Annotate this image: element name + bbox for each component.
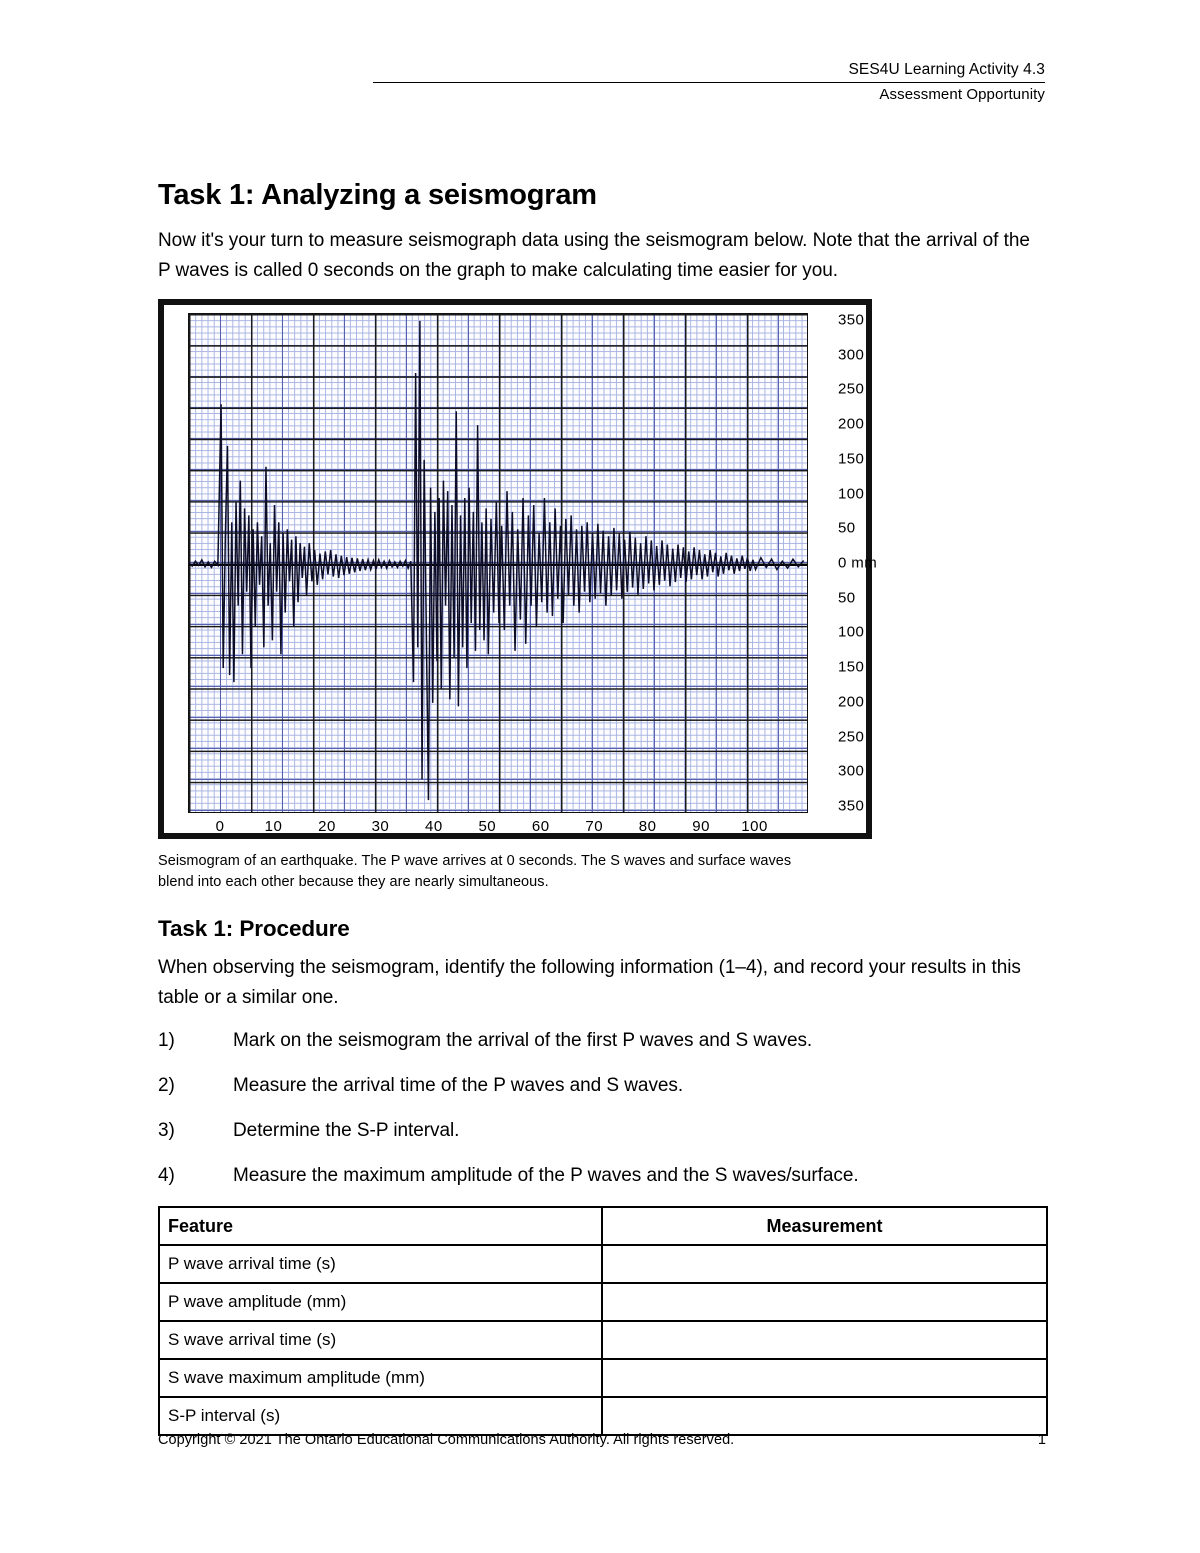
table-row [159, 1283, 1047, 1321]
procedure-step [158, 1116, 1046, 1145]
seismogram-plot [188, 311, 878, 835]
y-axis-tick: 350 [838, 311, 865, 329]
cell-measurement-input[interactable] [602, 1397, 1047, 1435]
y-axis-tick: 300 [838, 346, 865, 364]
x-axis-tick: 10 [264, 818, 283, 835]
table-row [159, 1359, 1047, 1397]
cell-feature: P wave amplitude (mm) [159, 1283, 602, 1321]
seismogram-trace [189, 314, 808, 813]
page-header [373, 60, 1045, 105]
y-axis-tick: 200 [838, 693, 865, 711]
cell-measurement-input[interactable] [602, 1245, 1047, 1283]
procedure-title: Task 1: Procedure [158, 916, 350, 941]
y-axis-tick: 250 [838, 380, 865, 398]
seismogram-figure [158, 299, 1046, 893]
page-title: Task 1: Analyzing a seismogram [158, 179, 597, 211]
step-marker: 3) [158, 1120, 175, 1141]
y-axis-tick: 100 [838, 623, 865, 641]
procedure-step [158, 1026, 1046, 1055]
procedure-step-list [158, 1026, 1046, 1190]
y-axis-tick: 50 [838, 519, 856, 537]
cell-measurement-input[interactable] [602, 1321, 1047, 1359]
x-axis-tick: 20 [318, 818, 336, 835]
y-axis-tick: 0 mm [838, 554, 878, 572]
x-axis-tick: 100 [741, 818, 768, 835]
cell-feature: P wave arrival time (s) [159, 1245, 602, 1283]
y-axis-labels [838, 313, 894, 813]
step-text: Measure the maximum amplitude of the P waves and the S waves/surface. [233, 1165, 859, 1186]
x-axis-labels [188, 819, 808, 841]
measurement-table [158, 1206, 1048, 1436]
seismogram-grid-area [188, 313, 808, 813]
cell-measurement-input[interactable] [602, 1283, 1047, 1321]
x-axis-tick: 40 [425, 818, 443, 835]
step-marker: 4) [158, 1165, 175, 1186]
step-marker: 1) [158, 1030, 175, 1051]
cell-feature: S-P interval (s) [159, 1397, 602, 1435]
figure-caption: Seismogram of an earthquake. The P wave arrives at 0 seconds. The S waves and surface waves blend into each other because they are nearly simultaneous. [158, 853, 792, 890]
header-title: SES4U Learning Activity 4.3 [848, 61, 1045, 78]
cell-feature: S wave maximum amplitude (mm) [159, 1359, 602, 1397]
cell-feature: S wave arrival time (s) [159, 1321, 602, 1359]
y-axis-tick: 200 [838, 415, 865, 433]
y-axis-tick: 50 [838, 589, 856, 607]
y-axis-tick: 100 [838, 485, 865, 503]
table-row [159, 1397, 1047, 1435]
procedure-step [158, 1161, 1046, 1190]
page-number: 1 [1037, 1432, 1046, 1448]
y-axis-tick: 250 [838, 728, 865, 746]
step-text: Measure the arrival time of the P waves and S waves. [233, 1075, 684, 1096]
x-axis-tick: 90 [692, 818, 710, 835]
procedure-intro: When observing the seismogram, identify the following information (1–4), and record your results in this table or a similar one. [158, 957, 1021, 1008]
header-subtitle: Assessment Opportunity [879, 86, 1045, 103]
y-axis-tick: 150 [838, 658, 865, 676]
x-axis-tick: 80 [638, 818, 657, 835]
x-axis-tick: 60 [531, 818, 550, 835]
table-row [159, 1321, 1047, 1359]
table-header-row [159, 1207, 1047, 1245]
step-marker: 2) [158, 1075, 175, 1096]
x-axis-tick: 0 [215, 818, 225, 835]
cell-measurement-input[interactable] [602, 1359, 1047, 1397]
column-header-feature: Feature [159, 1207, 602, 1245]
x-axis-tick: 50 [478, 818, 497, 835]
copyright-notice: Copyright © 2021 The Ontario Educational Communications Authority. All rights reserved. [158, 1432, 735, 1448]
column-header-measurement: Measurement [602, 1207, 1047, 1245]
task-intro-paragraph: Now it's your turn to measure seismograph data using the seismogram below. Note that the arrival of the P waves is called 0 seconds on the graph to make calculating time easier for you. [158, 230, 1030, 281]
y-axis-tick: 350 [838, 797, 865, 815]
seismogram-frame [158, 299, 878, 839]
step-text: Determine the S-P interval. [233, 1120, 460, 1141]
procedure-step [158, 1071, 1046, 1100]
page-footer [158, 1432, 1046, 1448]
x-axis-tick: 70 [585, 818, 604, 835]
table-row [159, 1245, 1047, 1283]
header-divider [373, 82, 1045, 83]
step-text: Mark on the seismogram the arrival of the first P waves and S waves. [233, 1030, 813, 1051]
x-axis-tick: 30 [371, 818, 390, 835]
document-body [158, 178, 1046, 1436]
y-axis-tick: 150 [838, 450, 865, 468]
y-axis-tick: 300 [838, 762, 865, 780]
